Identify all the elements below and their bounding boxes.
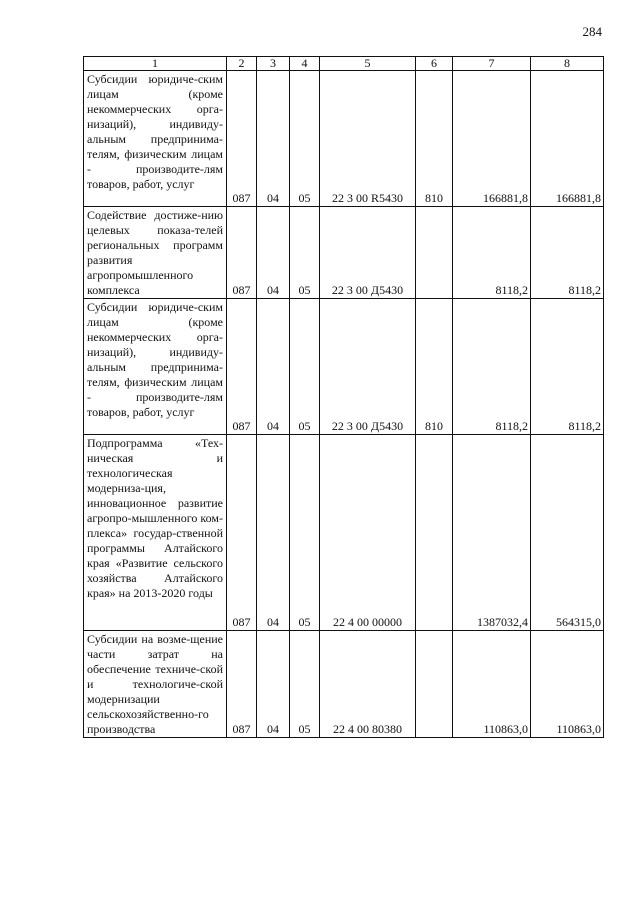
amount-column-8: 110863,0 (531, 631, 604, 738)
row-name: Субсидии юридиче-ским лицам (кроме некоммерческих орга-низаций), индивиду-альным предпринима-телям, физическим лицам - производите-лям товаров, работ, услуг (84, 299, 227, 435)
table-row (84, 207, 604, 299)
row-name: Содействие достиже-нию целевых показа-телей региональных программ развития агропромышленного комплекса (84, 207, 227, 299)
expense-type-code: 810 (416, 71, 453, 207)
column-header: 5 (320, 57, 416, 71)
section-code: 04 (257, 299, 290, 435)
amount-column-7: 110863,0 (453, 631, 531, 738)
amount-column-8: 8118,2 (531, 207, 604, 299)
page-number: 284 (582, 24, 602, 39)
amount-column-7: 1387032,4 (453, 435, 531, 631)
column-header: 1 (84, 57, 227, 71)
budget-table (83, 56, 604, 738)
table-row (84, 299, 604, 435)
amount-column-7: 8118,2 (453, 207, 531, 299)
table-row (84, 631, 604, 738)
row-name: Подпрограмма «Тех-ническая и технологическая модерниза-ция, инновационное развитие агропро-мышленного ком-плекса» государ-ственной программы Алтайского края «Развитие сельского хозяйства Алтайского края» на 2013-2020 годы (84, 435, 227, 631)
expense-type-code: 810 (416, 299, 453, 435)
target-item-code: 22 3 00 Д5430 (320, 299, 416, 435)
subsection-code: 05 (290, 207, 320, 299)
amount-column-7: 8118,2 (453, 299, 531, 435)
table-row (84, 435, 604, 631)
subsection-code: 05 (290, 299, 320, 435)
amount-column-8: 166881,8 (531, 71, 604, 207)
grbs-code: 087 (227, 631, 257, 738)
target-item-code: 22 3 00 R5430 (320, 71, 416, 207)
column-header: 7 (453, 57, 531, 71)
column-header: 6 (416, 57, 453, 71)
column-header: 3 (257, 57, 290, 71)
column-header: 4 (290, 57, 320, 71)
amount-column-8: 8118,2 (531, 299, 604, 435)
amount-column-7: 166881,8 (453, 71, 531, 207)
row-name: Субсидии юридиче-ским лицам (кроме некоммерческих орга-низаций), индивиду-альным предпринима-телям, физическим лицам - производите-лям товаров, работ, услуг (84, 71, 227, 207)
amount-column-8: 564315,0 (531, 435, 604, 631)
subsection-code: 05 (290, 435, 320, 631)
target-item-code: 22 4 00 00000 (320, 435, 416, 631)
section-code: 04 (257, 207, 290, 299)
subsection-code: 05 (290, 631, 320, 738)
section-code: 04 (257, 631, 290, 738)
expense-type-code (416, 435, 453, 631)
column-header: 8 (531, 57, 604, 71)
table-header-row (84, 57, 604, 71)
grbs-code: 087 (227, 299, 257, 435)
subsection-code: 05 (290, 71, 320, 207)
section-code: 04 (257, 71, 290, 207)
section-code: 04 (257, 435, 290, 631)
expense-type-code (416, 631, 453, 738)
grbs-code: 087 (227, 71, 257, 207)
expense-type-code (416, 207, 453, 299)
column-header: 2 (227, 57, 257, 71)
table-row (84, 71, 604, 207)
grbs-code: 087 (227, 435, 257, 631)
grbs-code: 087 (227, 207, 257, 299)
target-item-code: 22 3 00 Д5430 (320, 207, 416, 299)
target-item-code: 22 4 00 80380 (320, 631, 416, 738)
row-name: Субсидии на возме-щение части затрат на обеспечение техниче-ской и технологиче-ской модернизации сельскохозяйственно-го производства (84, 631, 227, 738)
